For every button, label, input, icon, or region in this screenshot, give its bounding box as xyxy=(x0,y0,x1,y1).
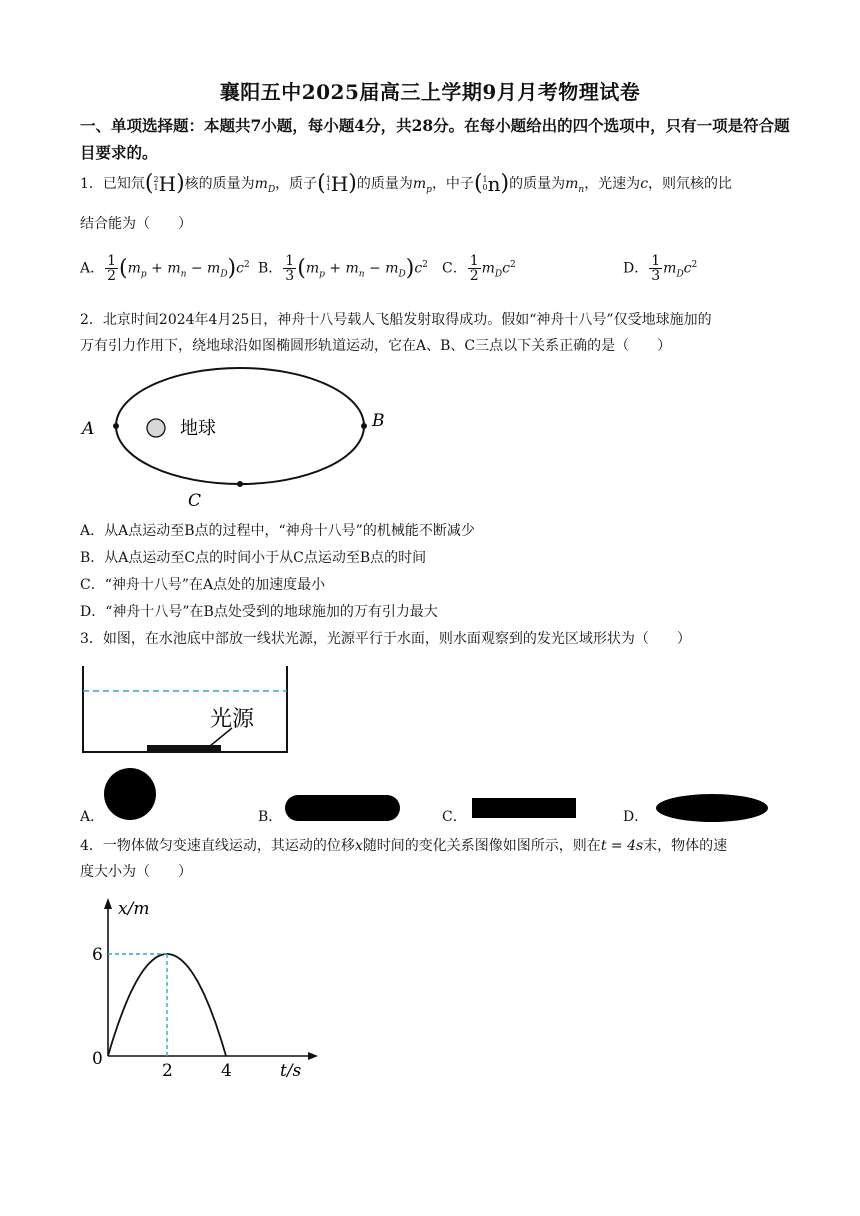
q4-stem-line1: 4．一物体做匀变速直线运动，其运动的位移x随时间的变化关系图像如图所示，则在t = 4s末，物体的速 xyxy=(80,838,728,854)
q3-stem: 3．如图，在水池底中部放一线状光源，光源平行于水面，则水面观察到的发光区域形状为（ ） xyxy=(80,631,691,647)
point-c-label: C xyxy=(188,491,202,511)
q2-stem-line1: 2．北京时间2024年4月25日，神舟十八号载人飞船发射取得成功。假如“神舟十八号”仅受地球施加的 xyxy=(80,312,712,328)
y-axis-arrow xyxy=(104,898,112,909)
q2-option-a[interactable]: A．从A点运动至B点的过程中，“神舟十八号”的机械能不断减少 xyxy=(80,523,475,539)
q1-option-d[interactable]: D． $\frac{1}{3}$ $m_Dc^2$ xyxy=(623,253,698,284)
q3-option-c-label[interactable]: C． xyxy=(442,809,467,825)
point-c-dot xyxy=(237,481,243,487)
y-axis-label: x/m xyxy=(118,899,150,919)
stadium-icon xyxy=(285,795,400,821)
q3-option-a-label[interactable]: A． xyxy=(80,809,105,825)
point-b-label: B xyxy=(372,411,385,431)
section-heading: 一、单项选择题：本题共7小题，每小题4分，共28分。在每小题给出的四个选项中，只有一项是符合题目要求的。 xyxy=(80,116,790,162)
source-label: 光源 xyxy=(210,707,255,732)
earth-label: 地球 xyxy=(180,418,216,439)
rectangle-icon xyxy=(472,798,576,818)
circle-icon xyxy=(104,768,156,820)
q1-option-c[interactable]: C． $\frac{1}{2}$ $m_Dc^2$ xyxy=(442,253,516,284)
q2-option-c[interactable]: C．“神舟十八号”在A点处的加速度最小 xyxy=(80,577,326,593)
pool-outline xyxy=(83,666,287,752)
x-axis-label: t/s xyxy=(280,1061,302,1081)
xt-chart xyxy=(86,892,336,1082)
x-tick-2: 2 xyxy=(162,1061,173,1081)
q3-option-d-label[interactable]: D． xyxy=(623,809,649,825)
q2-option-d[interactable]: D．“神舟十八号”在B点处受到的地球施加的万有引力最大 xyxy=(80,604,438,620)
page-title: 襄阳五中2025届高三上学期9月月考物理试卷 xyxy=(219,80,641,104)
light-source-bar xyxy=(147,745,221,752)
q2-stem-line2: 万有引力作用下，绕地球沿如图椭圆形轨道运动，它在A、B、C三点以下关系正确的是（ ） xyxy=(80,338,672,354)
pool-figure xyxy=(78,662,292,758)
ellipse-icon xyxy=(656,794,768,822)
q3-option-b-label[interactable]: B． xyxy=(258,809,283,825)
earth-icon xyxy=(147,419,165,437)
orbit-figure xyxy=(76,350,385,515)
q1-option-a[interactable]: A． $\frac{1}{2}$ $(m_p + m_n - m_D)c^2$ xyxy=(80,253,250,284)
point-a-label: A xyxy=(82,419,95,439)
point-b-dot xyxy=(361,423,367,429)
q1-option-b[interactable]: B． $\frac{1}{3}$ $(m_p + m_n - m_D)c^2$ xyxy=(258,253,428,284)
x-tick-0: 0 xyxy=(92,1049,103,1069)
x-tick-4: 4 xyxy=(221,1061,232,1081)
q2-option-b[interactable]: B．从A点运动至C点的时间小于从C点运动至B点的时间 xyxy=(80,550,427,566)
q1-stem: 1．已知氘(2 1H)核的质量为$m_D$，质子(1 1H)的质量为$m_p$，中子(1 0n)的质量为$m_n$，光速为c，则氘核的比 xyxy=(80,171,733,196)
q4-stem-line2: 度大小为（ ） xyxy=(80,864,192,880)
point-a-dot xyxy=(113,423,119,429)
x-axis-arrow xyxy=(308,1052,318,1060)
q1-stem-line2: 结合能为（ ） xyxy=(80,216,192,232)
y-tick-6: 6 xyxy=(92,945,103,965)
